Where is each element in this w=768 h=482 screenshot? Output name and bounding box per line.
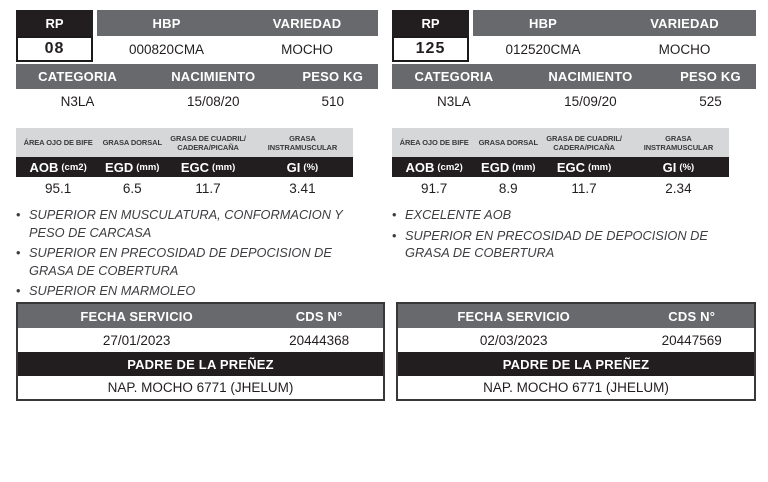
hbp-value: 000820CMA (129, 41, 205, 57)
aob-value: 95.1 (44, 180, 72, 196)
id-value-row (392, 36, 756, 62)
egd-desc (476, 128, 540, 157)
measurement-desc-row (392, 128, 729, 157)
measurement-table (16, 128, 353, 199)
desc-line: GRASA (665, 133, 692, 143)
fecha-servicio-header: FECHA SERVICIO (457, 308, 570, 324)
trait-item (16, 206, 378, 241)
trait-line: PESO DE CARCASA (29, 224, 152, 240)
unit-label: (mm) (136, 161, 160, 173)
traits-list (392, 206, 756, 262)
aob-value: 91.7 (420, 180, 448, 196)
cds-header: CDS N° (668, 308, 716, 324)
code-label: AOB (29, 159, 59, 175)
categoria-value-row (392, 89, 756, 113)
code-label: EGD (105, 159, 134, 175)
rp-header: RP (16, 10, 93, 36)
desc-line: CADERA/PICAÑA (553, 142, 615, 152)
trait-item (392, 206, 756, 224)
egc-desc (164, 128, 252, 157)
desc-line: CADERA/PICAÑA (177, 142, 239, 152)
service-header-row (18, 304, 383, 328)
egd-code (476, 157, 540, 177)
rp-value: 125 (392, 36, 469, 62)
measurement-value-row (16, 177, 353, 199)
unit-label: (%) (679, 161, 695, 173)
gi-code (252, 157, 353, 177)
aob-code (16, 157, 100, 177)
code-label: GI (286, 159, 301, 175)
desc-line: GRASA DE CUADRIL/ (170, 133, 246, 143)
gi-desc (252, 128, 353, 157)
trait-line: • SUPERIOR EN MUSCULATURA, CONFORMACION Y (29, 207, 343, 222)
nacimiento-value: 15/08/20 (187, 93, 240, 109)
service-table-right (396, 302, 756, 401)
code-label: EGD (481, 159, 510, 175)
egc-code (540, 157, 628, 177)
service-table-left (16, 302, 385, 401)
rp-value: 08 (16, 36, 93, 62)
unit-label: (cm2) (437, 161, 463, 173)
desc-line: ÁREA OJO DE BIFE (399, 138, 469, 147)
trait-line: • SUPERIOR EN MARMOLEO (29, 283, 196, 298)
fecha-servicio-value: 27/01/2023 (102, 332, 171, 348)
cds-value: 20447569 (661, 332, 722, 348)
measurement-value-row (392, 177, 729, 199)
id-value-bar (97, 36, 378, 62)
nacimiento-header: NACIMIENTO (548, 69, 633, 84)
code-label: GI (662, 159, 677, 175)
egd-value: 6.5 (122, 180, 142, 196)
peso-value: 510 (321, 93, 344, 109)
padre-header: PADRE DE LA PREÑEZ (398, 352, 754, 376)
trait-line: • SUPERIOR EN PRECOSIDAD DE DEPOCISION DE (29, 245, 332, 260)
variedad-header: VARIEDAD (272, 15, 342, 31)
trait-item (392, 227, 756, 262)
gi-value: 2.34 (665, 180, 692, 196)
measurement-desc-row (16, 128, 353, 157)
measurement-code-row (16, 157, 353, 177)
desc-line: INSTRAMUSCULAR (267, 142, 338, 152)
cds-value: 20444368 (289, 332, 350, 348)
animal-card-left (16, 10, 378, 303)
id-header-row (392, 10, 756, 36)
categoria-value-row (16, 89, 378, 113)
categoria-value: N3LA (436, 93, 471, 109)
gi-desc (628, 128, 729, 157)
fecha-servicio-header: FECHA SERVICIO (80, 308, 193, 324)
padre-value: NAP. MOCHO 6771 (JHELUM) (107, 380, 294, 395)
id-header-bar (97, 10, 378, 36)
aob-desc (16, 128, 100, 157)
traits-list (16, 206, 378, 300)
peso-header: PESO KG (680, 69, 741, 84)
categoria-header: CATEGORIA (38, 69, 117, 84)
desc-line: ÁREA OJO DE BIFE (23, 138, 93, 147)
hbp-value: 012520CMA (505, 41, 581, 57)
padre-value: NAP. MOCHO 6771 (JHELUM) (483, 380, 669, 395)
trait-item (16, 282, 378, 300)
measurement-code-row (392, 157, 729, 177)
egc-code (164, 157, 252, 177)
fecha-servicio-value: 02/03/2023 (479, 332, 548, 348)
gi-value: 3.41 (289, 180, 316, 196)
unit-label: (cm2) (61, 161, 87, 173)
variedad-header: VARIEDAD (650, 15, 719, 31)
trait-line: • SUPERIOR EN PRECOSIDAD DE DEPOCISION DE (405, 227, 708, 243)
code-label: EGC (180, 159, 210, 175)
egd-code (100, 157, 164, 177)
service-header-row (398, 304, 754, 328)
measurement-table (392, 128, 729, 199)
egc-desc (540, 128, 628, 157)
desc-line: GRASA (289, 133, 316, 143)
egd-desc (100, 128, 164, 157)
gi-code (628, 157, 729, 177)
categoria-header-row (392, 64, 756, 89)
peso-header: PESO KG (302, 69, 364, 84)
unit-label: (mm) (512, 161, 536, 173)
egc-value: 11.7 (571, 180, 597, 196)
aob-desc (392, 128, 476, 157)
animal-card-right (392, 10, 756, 265)
service-value-row (398, 328, 754, 352)
egd-value: 8.9 (498, 180, 518, 196)
unit-label: (mm) (212, 161, 236, 173)
cds-header: CDS N° (295, 308, 343, 324)
trait-line: GRASA DE COBERTURA (405, 245, 555, 260)
variedad-value: MOCHO (658, 41, 711, 57)
unit-label: (%) (303, 161, 319, 173)
trait-item (16, 244, 378, 279)
egc-value: 11.7 (195, 180, 221, 196)
nacimiento-header: NACIMIENTO (171, 69, 256, 84)
desc-line: INSTRAMUSCULAR (643, 142, 714, 152)
id-header-row (16, 10, 378, 36)
peso-value: 525 (699, 93, 722, 109)
code-label: EGC (556, 159, 586, 175)
padre-header: PADRE DE LA PREÑEZ (18, 352, 383, 376)
id-header-bar (473, 10, 756, 36)
id-value-bar (473, 36, 756, 62)
categoria-value: N3LA (60, 93, 95, 109)
aob-code (392, 157, 476, 177)
trait-line: • EXCELENTE AOB (405, 207, 512, 222)
desc-line: GRASA DORSAL (102, 138, 162, 147)
categoria-header-row (16, 64, 378, 89)
rp-header: RP (392, 10, 469, 36)
variedad-value: MOCHO (281, 41, 333, 57)
unit-label: (mm) (588, 161, 612, 173)
id-value-row (16, 36, 378, 62)
trait-line: GRASA DE COBERTURA (29, 262, 179, 278)
categoria-header: CATEGORIA (414, 69, 494, 84)
hbp-header: HBP (529, 15, 558, 31)
code-label: AOB (405, 159, 435, 175)
desc-line: GRASA DORSAL (478, 138, 538, 147)
nacimiento-value: 15/09/20 (564, 93, 617, 109)
service-value-row (18, 328, 383, 352)
hbp-header: HBP (152, 15, 181, 31)
desc-line: GRASA DE CUADRIL/ (546, 133, 622, 143)
